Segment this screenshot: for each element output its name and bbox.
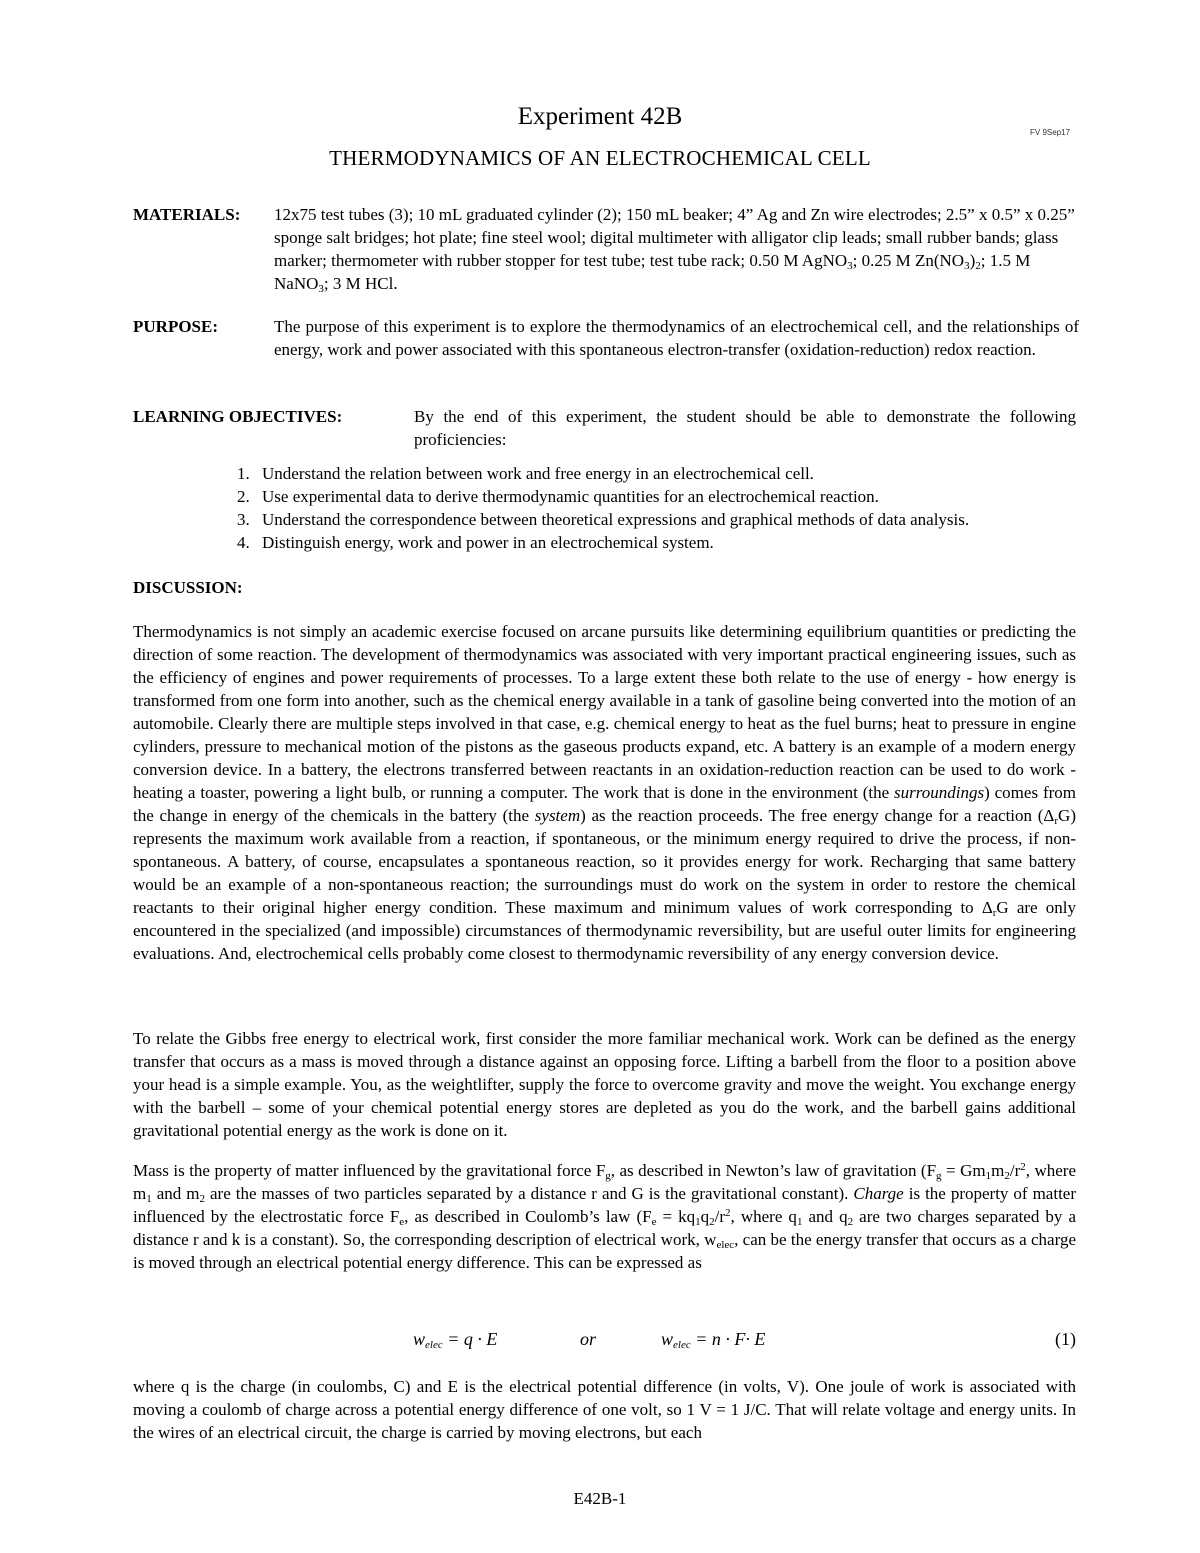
page-number: E42B-1 (573, 1489, 627, 1508)
objectives-list (237, 462, 1097, 554)
equation-number: (1) (1055, 1329, 1076, 1349)
list-item: 2. Use experimental data to derive thermodynamic quantities for an electrochemical reaction. (237, 487, 879, 506)
equation-right: $w_{elec} = n \cdot F\cdot E$ (661, 1329, 766, 1351)
discussion-paragraph-4: where q is the charge (in coulombs, C) and E is the electrical potential difference (in volts, V). One joule of work is associated with moving a coulomb of charge across a potential energy difference of one volt, so 1 V = 1 J/C. That will relate voltage and energy units. In the wires of an electrical circuit, the charge is carried by moving electrons, but each (133, 1377, 1076, 1442)
discussion-paragraph-1: Thermodynamics is not simply an academic exercise focused on arcane pursuits like determining equilibrium quantities or predicting the direction of some reaction. The development of thermodynamics was associated with very important practical engineering issues, such as the efficiency of engines and power requirements of processes. To a large extent these both relate to the use of energy - how energy is transformed from one form into another, such as the chemical energy available in a tank of gasoline being converted into the motion of an automobile. Clearly there are multiple steps involved in that case, e.g. chemical energy to heat as the fuel burns; heat to pressure in engine cylinders, pressure to mechanical motion of the pistons as the gaseous products expand, etc. A battery is an example of a modern energy conversion device. In a battery, the electrons transferred between reactants in an oxidation-reduction reaction can be used to do work - heating a toaster, powering a light bulb, or running a computer. The work that is done in the environment (the surroundings) comes from the change in energy of the chemicals in the battery (the system) as the reaction proceeds. The free energy change for a reaction $(\Delta_rG)$ represents the maximum work available from a reaction, if spontaneous, or the minimum energy required to drive the process, if non-spontaneous. A battery, of course, encapsulates a spontaneous reaction, so it provides energy for work. Recharging that same battery would be an example of a non-spontaneous reaction; the surroundings must do work on the system in order to restore the chemical reactants to their original higher energy condition. These maximum and minimum values of work corresponding to $\Delta_rG$ are only encountered in the specialized (and impossible) circumstances of thermodynamic reversibility, but are useful outer limits for engineering evaluations. And, electrochemical cells probably come closest to thermodynamic reversibility of any energy conversion device. (133, 622, 1076, 963)
materials-text: 12x75 test tubes (3); 10 mL graduated cylinder (2); 150 mL beaker; 4” Ag and Zn wire electrodes; 2.5” x 0.5” x 0.25” sponge salt bridges; hot plate; fine steel wool; digital multimeter with alligator clip leads; small rubber bands; glass marker; thermometer with rubber stopper for test tube; test tube rack; 0.50 M AgNO$_3$; 0.25 M $Zn(NO_3)_2$; 1.5 M NaNO$_3$; 3 M HCl. (274, 205, 1075, 295)
objectives-intro: By the end of this experiment, the student should be able to demonstrate the following proficiencies: (414, 407, 1076, 449)
document-title: Experiment 42B (517, 103, 683, 130)
equation-1 (133, 1328, 1076, 1352)
list-item: 1. Understand the relation between work and free energy in an electrochemical cell. (237, 464, 814, 483)
list-item: 3. Understand the correspondence between theoretical expressions and graphical methods of data analysis. (237, 510, 970, 529)
purpose-text: The purpose of this experiment is to explore the thermodynamics of an electrochemical cell, and the relationships of energy, work and power associated with this spontaneous electron-transfer (oxidation-reduction) redox reaction. (274, 317, 1079, 359)
equation-or: or (580, 1329, 597, 1349)
objectives-heading: LEARNING OBJECTIVES: (133, 407, 343, 426)
discussion-heading: DISCUSSION: (133, 578, 243, 597)
materials-heading: MATERIALS: (133, 205, 241, 224)
discussion-paragraph-2: To relate the Gibbs free energy to electrical work, first consider the more familiar mechanical work. Work can be defined as the energy transfer that occurs as a mass is moved through a distance against an opposing force. Lifting a barbell from the floor to a position above your head is a simple example. You, as the weightlifter, supply the force to overcome gravity and move the weight. You exchange energy with the barbell – some of your chemical potential energy stores are depleted as you do the work, and the barbell gains additional gravitational potential energy as the work is done on it. (133, 1029, 1076, 1140)
version-label: FV 9Sep17 (1030, 128, 1071, 137)
document-subtitle: THERMODYNAMICS OF AN ELECTROCHEMICAL CELL (329, 146, 871, 170)
equation-left: $w_{elec} = q \cdot E$ (413, 1329, 498, 1351)
discussion-paragraph-3: Mass is the property of matter influenced by the gravitational force $F_g$, as described in Newton’s law of gravitation ($F_g = Gm_1m_2/r^2$, where $m_1$ and $m_2$ are the masses of two particles separated by a distance r and G is the gravitational constant). Charge is the property of matter influenced by the electrostatic force $F_e$, as described in Coulomb’s law ($F_e = kq_1q_2/r^2$, where $q_1$ and $q_2$ are two charges separated by a distance r and k is a constant). So, the corresponding description of electrical work, $w_{elec}$, can be the energy transfer that occurs as a charge is moved through an electrical potential energy difference. This can be expressed as (133, 1161, 1077, 1272)
purpose-heading: PURPOSE: (133, 317, 218, 336)
list-item: 4. Distinguish energy, work and power in an electrochemical system. (237, 533, 714, 552)
